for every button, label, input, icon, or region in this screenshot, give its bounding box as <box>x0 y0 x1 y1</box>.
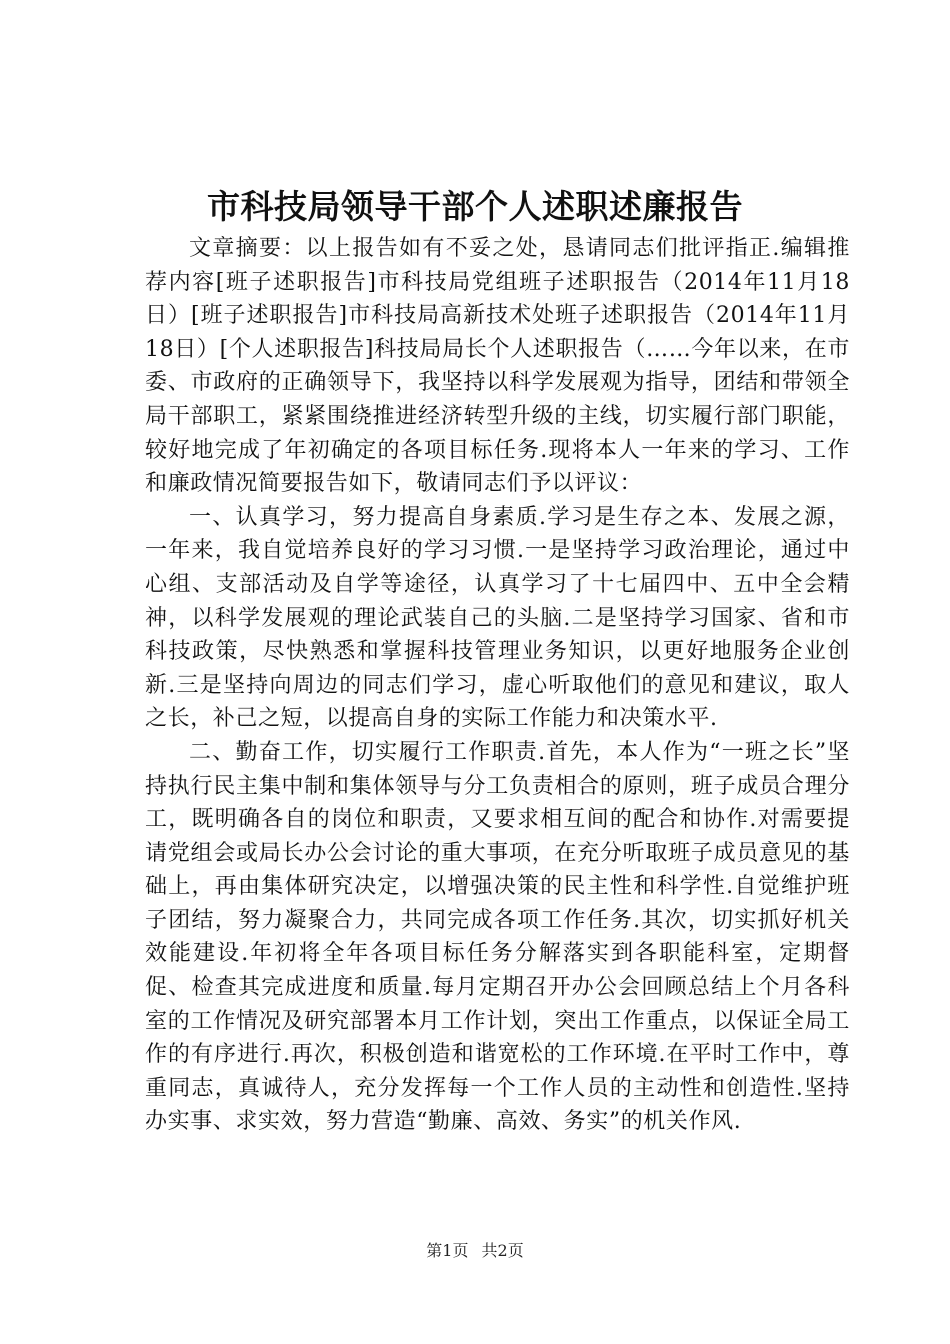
document-title: 市科技局领导干部个人述职述廉报告 <box>207 187 743 226</box>
paragraph-study: 一、认真学习，努力提高自身素质.学习是生存之本、发展之源，一年来，我自觉培养良好的学习习惯.一是坚持学习政治理论，通过中心组、支部活动及自学等途径，认真学习了十七届四中、五中全会精神，以科学发展观的理论武装自己的头脑.二是坚持学习国家、省和市科技政策，尽快熟悉和掌握科技管理业务知识，以更好地服务企业创新.三是坚持向周边的同志们学习，虚心听取他们的意见和建议，取人之长，补己之短，以提高自身的实际工作能力和决策水平. <box>145 504 850 732</box>
page-total: 共2页 <box>481 1241 524 1260</box>
paragraph-work: 二、勤奋工作，切实履行工作职责.首先，本人作为“一班之长”坚持执行民主集中制和集体领导与分工负责相合的原则，班子成员合理分工，既明确各自的岗位和职责，又要求相互间的配合和协作.对需要提请党组会或局长办公会讨论的重大事项，在充分听取班子成员意见的基础上，再由集体研究决定，以增强决策的民主性和科学性.自觉维护班子团结，努力凝聚合力，共同完成各项工作任务.其次，切实抓好机关效能建设.年初将全年各项目标任务分解落实到各职能科室，定期督促、检查其完成进度和质量.每月定期召开办公会回顾总结上个月各科室的工作情况及研究部署本月工作计划，突出工作重点，以保证全局工作的有序进行.再次，积极创造和谐宽松的工作环境.在平时工作中，尊重同志，真诚待人，充分发挥每一个工作人员的主动性和创造性.坚持办实事、求实效，努力营造“勤廉、高效、务实”的机关作风. <box>145 739 850 1135</box>
page-footer <box>0 1240 950 1262</box>
paragraph-summary: 文章摘要：以上报告如有不妥之处，恳请同志们批评指正.编辑推荐内容[班子述职报告]市科技局党组班子述职报告（2014年11月18日）[班子述职报告]市科技局高新技术处班子述职报告（2014年11月18日）[个人述职报告]科技局局长个人述职报告（……今年以来，在市委、市政府的正确领导下，我坚持以科学发展观为指导，团结和带领全局干部职工，紧紧围绕推进经济转型升级的主线，切实履行部门职能，较好地完成了年初确定的各项目标任务.现将本人一年来的学习、工作和廉政情况简要报告如下，敬请同志们予以评议： <box>145 236 850 497</box>
document-body <box>145 232 850 1139</box>
page-number: 第1页 <box>426 1241 469 1260</box>
